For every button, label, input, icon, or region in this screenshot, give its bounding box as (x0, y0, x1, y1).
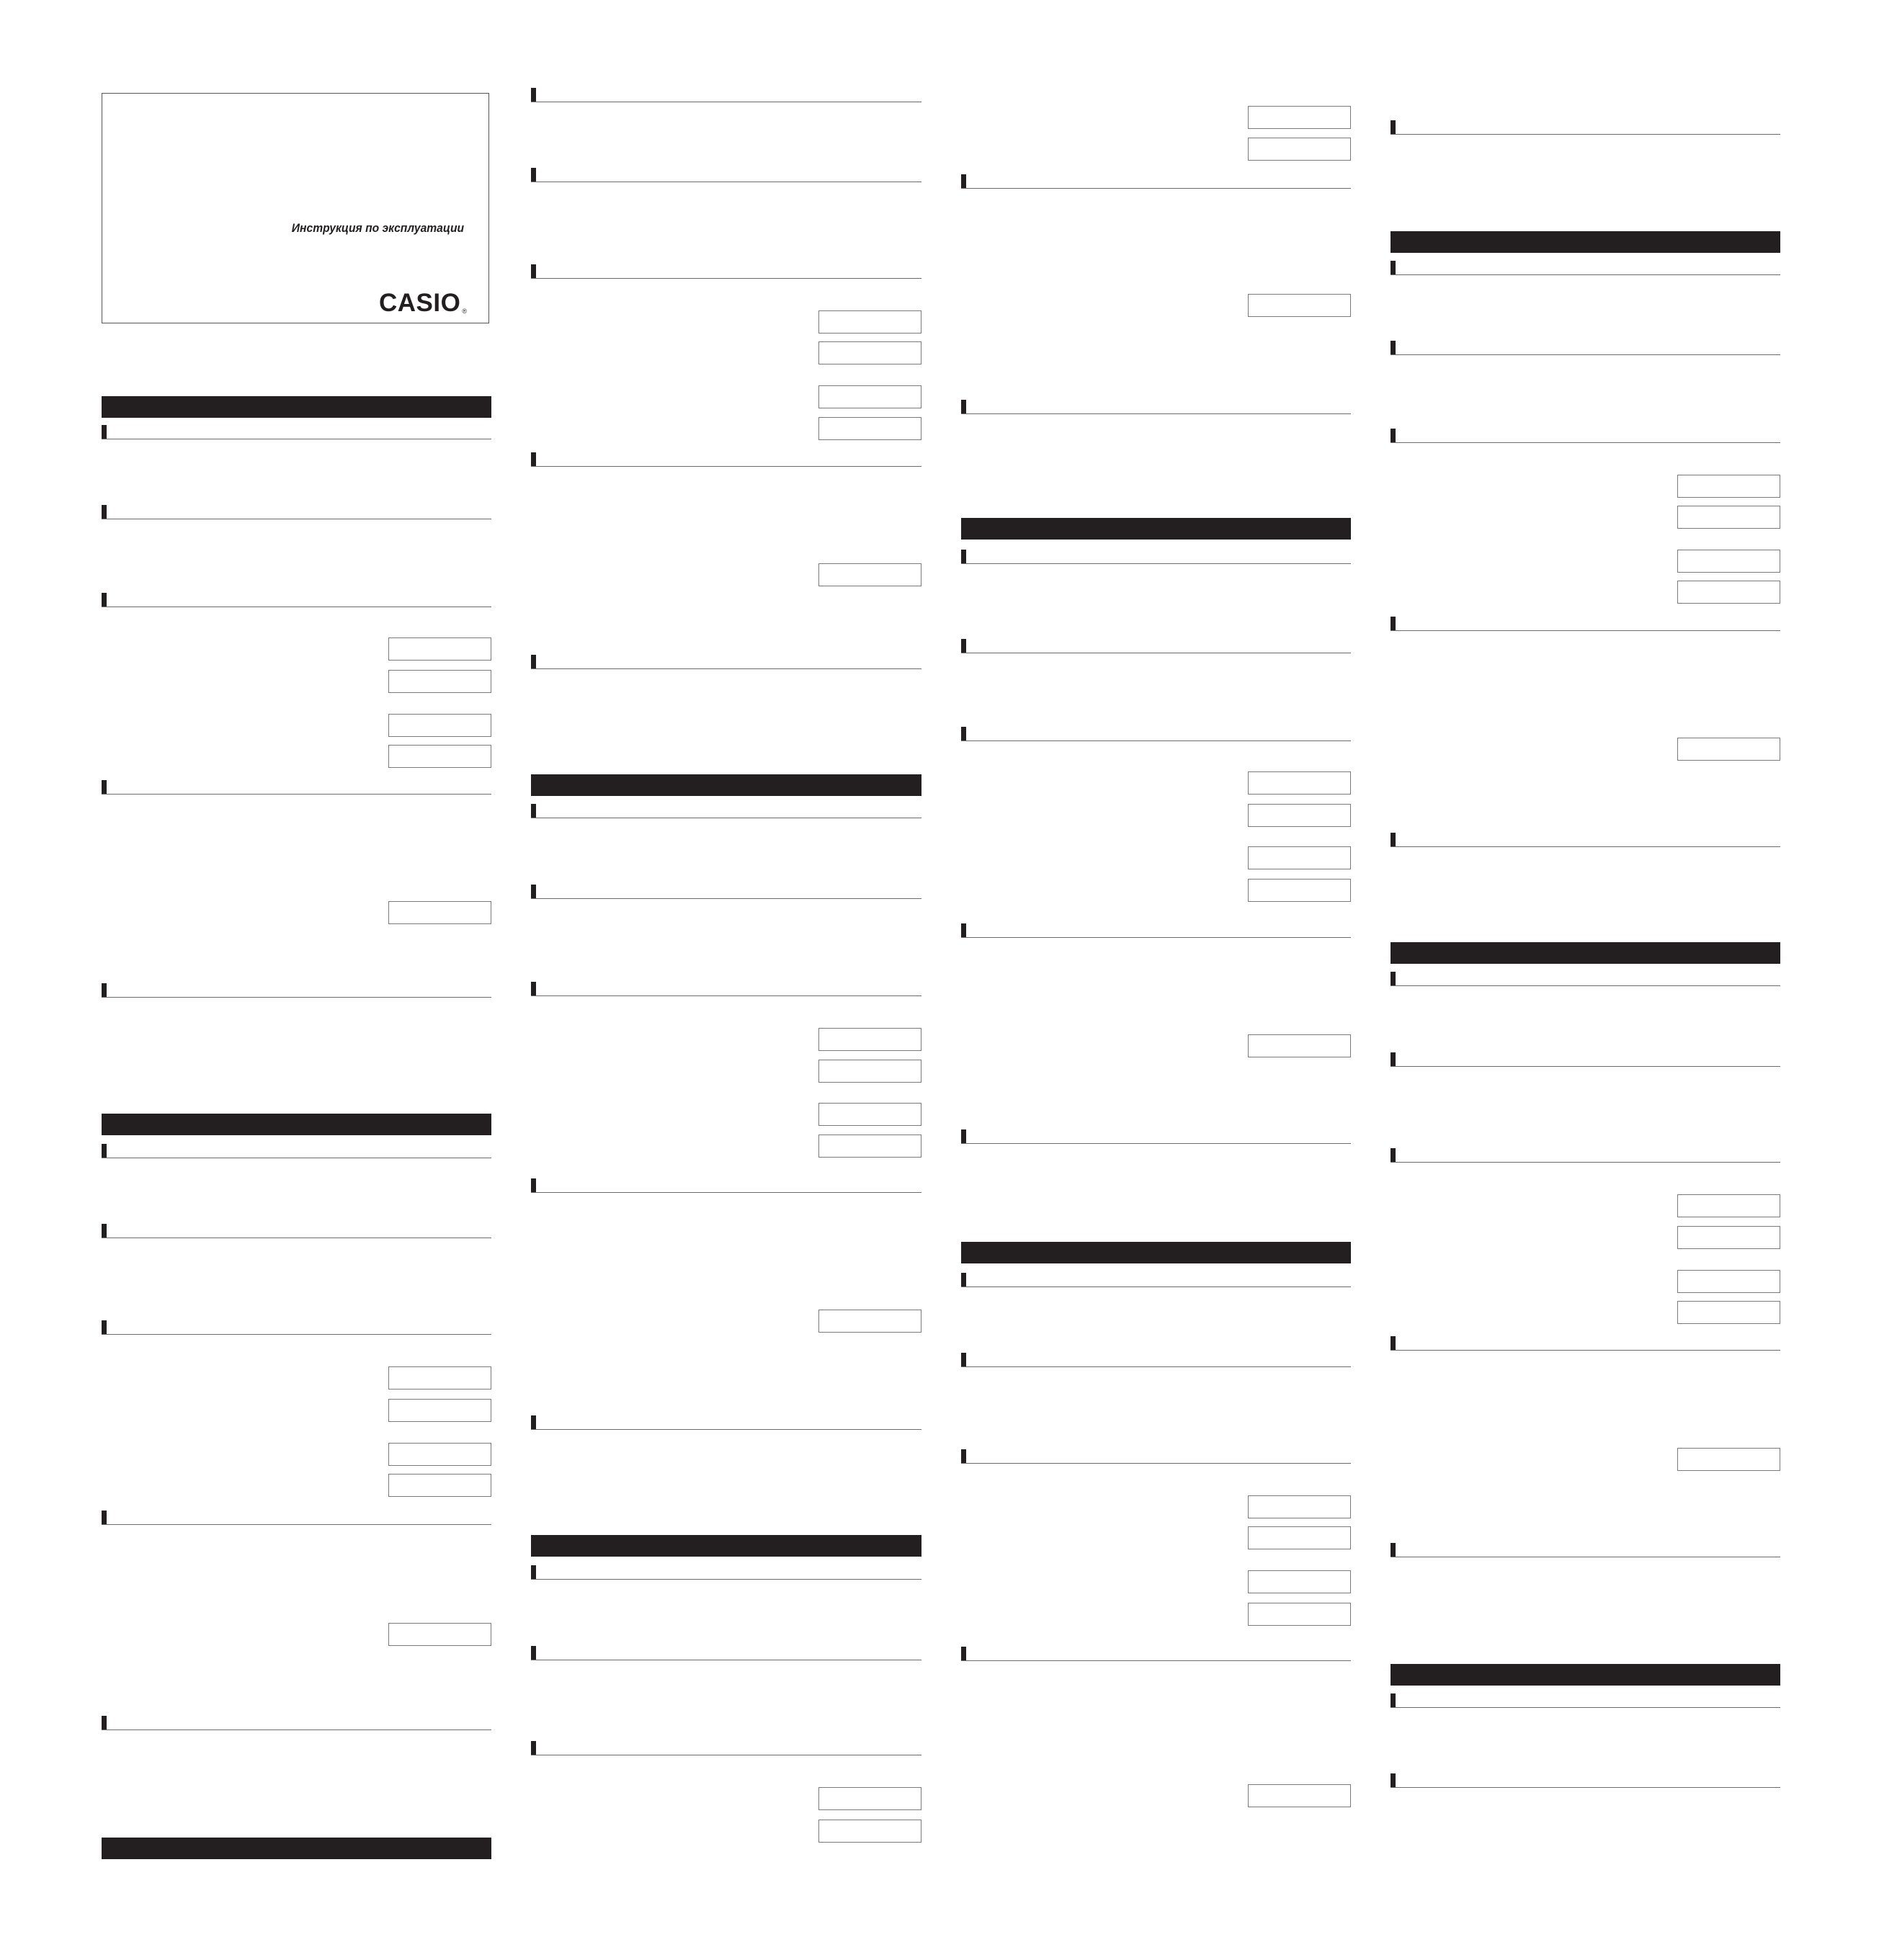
section-header-bar (102, 1838, 491, 1859)
display-box (1677, 475, 1780, 498)
display-box (388, 670, 491, 693)
display-box (388, 901, 491, 924)
subheading-marker (531, 982, 536, 995)
subheading-marker (961, 174, 966, 188)
subheading-rule (102, 997, 491, 998)
subheading-rule (1391, 1162, 1780, 1163)
subheading-marker (961, 550, 966, 563)
brand-logo (379, 290, 467, 316)
display-box (818, 1787, 921, 1810)
subheading-marker (102, 780, 107, 794)
display-box (1248, 106, 1351, 129)
subheading-marker (531, 885, 536, 898)
display-box (818, 1310, 921, 1333)
subheading-rule (961, 188, 1351, 189)
display-box (1248, 771, 1351, 795)
brand-wordmark: CASIO (379, 289, 461, 317)
display-box (818, 1103, 921, 1126)
subheading-rule (1391, 274, 1780, 275)
display-box (1248, 1603, 1351, 1626)
subheading-marker (1391, 120, 1396, 134)
display-box (388, 1443, 491, 1466)
display-box (818, 385, 921, 408)
display-box (1248, 846, 1351, 869)
subheading-marker (961, 1129, 966, 1143)
subheading-marker (531, 655, 536, 668)
subheading-rule (1391, 1066, 1780, 1067)
cover-title: Инструкция по эксплуатации (291, 221, 464, 235)
display-box (388, 637, 491, 661)
subheading-rule (102, 1524, 491, 1525)
subheading-marker (961, 1647, 966, 1660)
subheading-marker (102, 425, 107, 439)
subheading-rule (531, 898, 921, 899)
registered-mark: ® (462, 308, 467, 315)
display-box (1677, 1301, 1780, 1324)
subheading-marker (1391, 1693, 1396, 1707)
subheading-marker (102, 1716, 107, 1729)
subheading-marker (102, 1144, 107, 1158)
display-box (818, 341, 921, 364)
section-header-bar (102, 1114, 491, 1135)
subheading-marker (102, 505, 107, 519)
display-box (818, 310, 921, 334)
cover-panel (102, 93, 489, 323)
display-box (818, 417, 921, 440)
subheading-marker (1391, 1543, 1396, 1557)
subheading-marker (1391, 1052, 1396, 1066)
subheading-rule (1391, 846, 1780, 847)
subheading-marker (1391, 1773, 1396, 1787)
subheading-marker (961, 1353, 966, 1366)
subheading-rule (1391, 442, 1780, 443)
subheading-marker (102, 1224, 107, 1238)
subheading-rule (531, 278, 921, 279)
subheading-marker (102, 1511, 107, 1524)
display-box (1677, 506, 1780, 529)
subheading-marker (1391, 261, 1396, 274)
display-box (1248, 138, 1351, 161)
subheading-rule (1391, 1350, 1780, 1351)
display-box (818, 1028, 921, 1051)
section-header-bar (1391, 1664, 1780, 1686)
subheading-rule (961, 563, 1351, 564)
subheading-marker (1391, 972, 1396, 985)
subheading-marker (1391, 429, 1396, 442)
display-box (818, 1820, 921, 1843)
subheading-rule (961, 740, 1351, 741)
subheading-rule (531, 668, 921, 669)
display-box (1248, 804, 1351, 827)
display-box (1677, 1448, 1780, 1471)
section-header-bar (961, 518, 1351, 540)
subheading-rule (961, 1463, 1351, 1464)
subheading-marker (102, 1320, 107, 1334)
subheading-rule (531, 1429, 921, 1430)
subheading-rule (1391, 354, 1780, 355)
display-box (1677, 1226, 1780, 1249)
display-box (1248, 294, 1351, 317)
display-box (388, 1366, 491, 1390)
section-header-bar (1391, 942, 1780, 964)
subheading-marker (102, 983, 107, 997)
subheading-rule (1391, 985, 1780, 986)
display-box (818, 563, 921, 586)
display-box (1677, 581, 1780, 604)
subheading-rule (531, 995, 921, 996)
subheading-marker (1391, 1336, 1396, 1350)
subheading-rule (961, 1286, 1351, 1287)
display-box (388, 1474, 491, 1497)
display-box (818, 1135, 921, 1158)
display-box (1248, 1495, 1351, 1518)
display-box (818, 1060, 921, 1083)
subheading-marker (531, 88, 536, 102)
display-box (388, 714, 491, 737)
subheading-marker (531, 1741, 536, 1755)
subheading-marker (531, 1565, 536, 1579)
subheading-marker (961, 1449, 966, 1463)
subheading-marker (961, 727, 966, 740)
subheading-rule (1391, 630, 1780, 631)
section-header-bar (531, 1535, 921, 1557)
display-box (388, 745, 491, 768)
subheading-marker (531, 1178, 536, 1192)
display-box (1677, 1194, 1780, 1217)
subheading-rule (961, 413, 1351, 414)
subheading-marker (102, 593, 107, 607)
subheading-marker (961, 1273, 966, 1286)
display-box (1248, 1526, 1351, 1549)
subheading-marker (1391, 341, 1396, 354)
subheading-marker (531, 804, 536, 818)
subheading-rule (1391, 1787, 1780, 1788)
subheading-marker (961, 400, 966, 413)
subheading-rule (102, 794, 491, 795)
display-box (1677, 1270, 1780, 1293)
subheading-rule (961, 1660, 1351, 1661)
display-box (1248, 1570, 1351, 1593)
subheading-rule (961, 937, 1351, 938)
display-box (1248, 879, 1351, 902)
section-header-bar (961, 1242, 1351, 1263)
display-box (1248, 1784, 1351, 1807)
section-header-bar (102, 396, 491, 418)
display-box (388, 1399, 491, 1422)
display-box (1677, 738, 1780, 761)
subheading-marker (1391, 1148, 1396, 1162)
subheading-rule (531, 1579, 921, 1580)
subheading-rule (1391, 1707, 1780, 1708)
section-header-bar (1391, 231, 1780, 253)
subheading-marker (1391, 617, 1396, 630)
subheading-rule (102, 1729, 491, 1730)
display-box (388, 1623, 491, 1646)
subheading-rule (531, 1192, 921, 1193)
subheading-marker (961, 639, 966, 653)
section-header-bar (531, 774, 921, 796)
subheading-rule (531, 466, 921, 467)
display-box (1248, 1034, 1351, 1057)
subheading-marker (531, 1646, 536, 1660)
subheading-marker (531, 1415, 536, 1429)
subheading-marker (531, 264, 536, 278)
subheading-marker (1391, 833, 1396, 846)
subheading-rule (102, 1334, 491, 1335)
subheading-marker (961, 923, 966, 937)
subheading-rule (961, 1366, 1351, 1367)
subheading-rule (961, 1143, 1351, 1144)
subheading-marker (531, 168, 536, 182)
display-box (1677, 550, 1780, 573)
subheading-marker (531, 452, 536, 466)
subheading-rule (1391, 134, 1780, 135)
